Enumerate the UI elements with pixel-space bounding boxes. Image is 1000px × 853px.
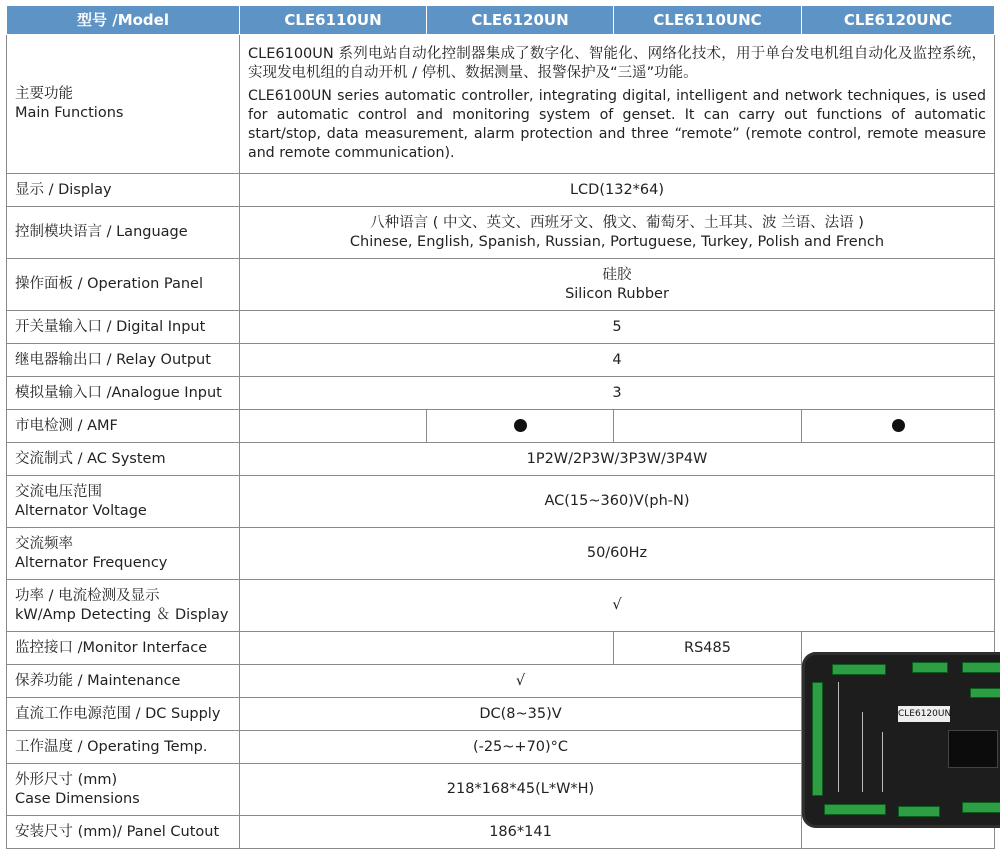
model-header: 型号 /Model [7, 6, 240, 35]
row-amf [7, 410, 995, 443]
terminal-block [970, 688, 1000, 698]
panel-label: 操作面板 / Operation Panel [7, 259, 240, 311]
cutout-label: 安装尺寸 (mm)/ Panel Cutout [7, 816, 240, 849]
board-trace [838, 682, 839, 792]
amf-dot [892, 419, 905, 432]
language-label: 控制模块语言 / Language [7, 207, 240, 259]
board-trace [882, 732, 883, 792]
row-monitor [7, 632, 995, 665]
display-value: LCD(132*64) [240, 174, 995, 207]
case-dim-value: 218*168*45(L*W*H) [240, 764, 802, 816]
amf-dot [514, 419, 527, 432]
cutout-value: 186*141 [240, 816, 802, 849]
main-functions-label: 主要功能 Main Functions [7, 35, 240, 174]
temp-label: 工作温度 / Operating Temp. [7, 731, 240, 764]
amf-label: 市电检测 / AMF [7, 410, 240, 443]
terminal-block [898, 806, 940, 817]
digital-input-value: 5 [240, 311, 995, 344]
terminal-block [912, 662, 948, 673]
row-ac-system [7, 443, 995, 476]
row-panel [7, 259, 995, 311]
kw-amp-value: √ [240, 580, 995, 632]
row-language [7, 207, 995, 259]
alt-freq-value: 50/60Hz [240, 528, 995, 580]
device-label: CLE6120UN [898, 706, 950, 722]
analogue-input-value: 3 [240, 377, 995, 410]
terminal-block [962, 802, 1000, 813]
row-analogue-input [7, 377, 995, 410]
dc-supply-value: DC(8~35)V [240, 698, 802, 731]
row-main-functions [7, 35, 995, 174]
display-label: 显示 / Display [7, 174, 240, 207]
alt-voltage-label: 交流电压范围 Alternator Voltage [7, 476, 240, 528]
amf-cle6110unc [614, 410, 802, 443]
header-row [7, 6, 995, 35]
spec-table [6, 5, 995, 849]
language-value: 八种语言 ( 中文、英文、西班牙文、俄文、葡萄牙、土耳其、波 兰语、法语 ) Chinese, English, Spanish, Russian, Portuguese, Turkey, Polish and French [240, 207, 995, 259]
relay-output-value: 4 [240, 344, 995, 377]
maintenance-label: 保养功能 / Maintenance [7, 665, 240, 698]
model-cle6120unc: CLE6120UNC [802, 6, 995, 35]
main-functions-desc-en: CLE6100UN series automatic controller, integrating digital, intelligent and network techniques, is used for automatic control and monitoring system of genset. It can carry out functions of automatic start/stop, data measurement, alarm protection and three “remote” (remote control, remote measure and remote communication). [248, 88, 986, 161]
device-image-cell [802, 632, 995, 849]
analogue-input-label: 模拟量输入口 /Analogue Input [7, 377, 240, 410]
kw-amp-label: 功率 / 电流检测及显示 kW/Amp Detecting ＆ Display [7, 580, 240, 632]
alt-freq-label: 交流频率 Alternator Frequency [7, 528, 240, 580]
maintenance-value: √ [240, 665, 802, 698]
row-relay-output [7, 344, 995, 377]
monitor-value: RS485 [614, 632, 802, 665]
row-kw-amp [7, 580, 995, 632]
terminal-block [832, 664, 886, 675]
row-alt-voltage [7, 476, 995, 528]
main-functions-desc-cn: CLE6100UN 系列电站自动化控制器集成了数字化、智能化、网络化技术，用于单台发电机组自动化及监控系统，实现发电机组的自动开机 / 停机、数据测量、报警保护及“三遥”功能。 [248, 46, 986, 81]
dc-supply-label: 直流工作电源范围 / DC Supply [7, 698, 240, 731]
ac-system-label: 交流制式 / AC System [7, 443, 240, 476]
alt-voltage-value: AC(15~360)V(ph-N) [240, 476, 995, 528]
monitor-empty [240, 632, 614, 665]
row-digital-input [7, 311, 995, 344]
relay-output-label: 继电器输出口 / Relay Output [7, 344, 240, 377]
terminal-block [962, 662, 1000, 673]
controller-image [802, 652, 1000, 828]
terminal-block [812, 682, 823, 796]
model-cle6110unc: CLE6110UNC [614, 6, 802, 35]
board-trace [862, 712, 863, 792]
panel-value: 硅胶 Silicon Rubber [240, 259, 995, 311]
case-dim-label: 外形尺寸 (mm) Case Dimensions [7, 764, 240, 816]
row-display [7, 174, 995, 207]
comm-port [948, 730, 998, 768]
terminal-block [824, 804, 886, 815]
amf-cle6120un [427, 410, 614, 443]
ac-system-value: 1P2W/2P3W/3P3W/3P4W [240, 443, 995, 476]
main-functions-desc [240, 35, 995, 174]
model-cle6110un: CLE6110UN [240, 6, 427, 35]
row-alt-freq [7, 528, 995, 580]
monitor-label: 监控接口 /Monitor Interface [7, 632, 240, 665]
model-cle6120un: CLE6120UN [427, 6, 614, 35]
digital-input-label: 开关量输入口 / Digital Input [7, 311, 240, 344]
temp-value: (-25~+70)°C [240, 731, 802, 764]
amf-cle6120unc [802, 410, 995, 443]
amf-cle6110un [240, 410, 427, 443]
